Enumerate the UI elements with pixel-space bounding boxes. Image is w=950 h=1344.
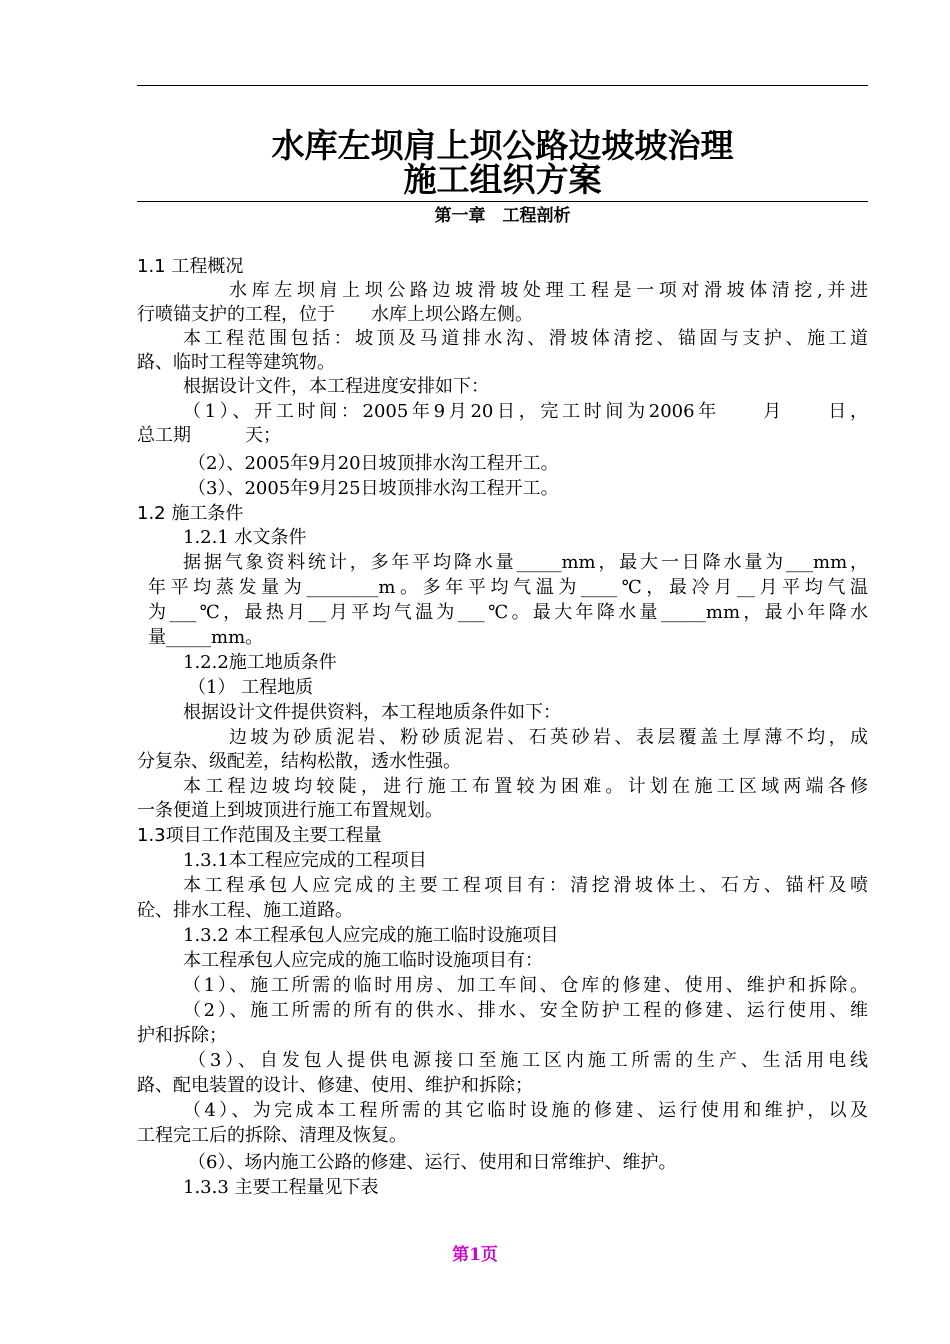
paragraph-line: 年平均蒸发量为________m。多年平均气温为____℃，最冷月__月平均气温	[148, 577, 868, 598]
section-heading: 1.3项目工作范围及主要工程量	[137, 825, 382, 846]
page-number: 第1页	[452, 1245, 498, 1265]
paragraph-line: （2）、2005年9月20日坡顶排水沟工程开工。	[188, 453, 559, 474]
paragraph-line: （2）、施工所需的所有的供水、排水、安全防护工程的修建、运行使用、维	[183, 1000, 868, 1021]
paragraph-line: 行喷锚支护的工程，位于 水库上坝公路左侧。	[137, 304, 533, 325]
title-rule	[137, 201, 868, 202]
paragraph-line: 本工程范围包括：坡顶及马道排水沟、滑坡体清挖、锚固与支护、施工道	[183, 328, 868, 349]
paragraph-line: 一条便道上到坡顶进行施工布置规划。	[137, 800, 443, 821]
section-heading: 1.2 施工条件	[137, 503, 244, 524]
paragraph-line: 本工程承包人应完成的施工临时设施项目有：	[183, 950, 543, 971]
paragraph-line: 分复杂、级配差，结构松散，透水性强。	[137, 751, 461, 772]
paragraph-line: 护和拆除；	[137, 1025, 227, 1046]
chapter-heading: 第一章 工程剖析	[434, 206, 571, 226]
paragraph-line: 砼、排水工程、施工道路。	[137, 900, 353, 921]
paragraph-line: 总工期 天；	[137, 425, 281, 446]
document-title-line1: 水库左坝肩上坝公路边坡坡治理	[271, 126, 734, 165]
paragraph-line: （3）、自发包人提供电源接口至施工区内施工所需的生产、生活用电线	[188, 1050, 868, 1071]
paragraph-line: 根据设计文件，本工程进度安排如下：	[183, 376, 489, 397]
document-title-line2: 施工组织方案	[403, 160, 602, 199]
section-heading: 1.1 工程概况	[137, 256, 244, 277]
paragraph-line: （1） 工程地质	[188, 677, 314, 698]
paragraph-line: 水库左坝肩上坝公路边坡滑坡处理工程是一项对滑坡体清挖,并进	[229, 280, 868, 301]
paragraph-line: （6）、场内施工公路的修建、运行、使用和日常维护、维护。	[188, 1152, 677, 1173]
paragraph-line: （1）、施工所需的临时用房、加工车间、仓库的修建、使用、维护和拆除。	[183, 975, 868, 996]
paragraph-line: 边坡为砂质泥岩、粉砂质泥岩、石英砂岩、表层覆盖土厚薄不均，成	[229, 727, 868, 748]
paragraph-line: 根据设计文件提供资料，本工程地质条件如下：	[183, 702, 561, 723]
subsection-heading: 1.3.2 本工程承包人应完成的施工临时设施项目	[183, 925, 559, 946]
paragraph-line: 路、配电装置的设计、修建、使用、维护和拆除；	[137, 1075, 533, 1096]
paragraph-line: （1）、开工时间：2005年9月20日，完工时间为2006年 月 日，	[183, 401, 868, 422]
paragraph-line: （3）、2005年9月25日坡顶排水沟工程开工。	[188, 478, 559, 499]
paragraph-line: 工程完工后的拆除、清理及恢复。	[137, 1125, 407, 1146]
subsection-heading: 1.2.2施工地质条件	[183, 652, 337, 673]
paragraph-line: 量_____mm。	[148, 627, 264, 648]
paragraph-line: （4）、为完成本工程所需的其它临时设施的修建、运行使用和维护，以及	[183, 1100, 868, 1121]
top-rule	[137, 85, 868, 86]
subsection-heading: 1.3.3 主要工程量见下表	[183, 1177, 379, 1198]
subsection-heading: 1.3.1本工程应完成的工程项目	[183, 850, 427, 871]
subsection-heading: 1.2.1 水文条件	[183, 527, 307, 548]
paragraph-line: 据据气象资料统计，多年平均降水量_____mm，最大一日降水量为___mm，	[183, 552, 868, 573]
paragraph-line: 为___℃，最热月__月平均气温为___℃。最大年降水量_____mm，最小年降水	[148, 602, 868, 623]
paragraph-line: 本工程边坡均较陡，进行施工布置较为困难。计划在施工区域两端各修	[183, 776, 868, 797]
paragraph-line: 路、临时工程等建筑物。	[137, 352, 335, 373]
paragraph-line: 本工程承包人应完成的主要工程项目有：清挖滑坡体土、石方、锚杆及喷	[183, 875, 868, 896]
